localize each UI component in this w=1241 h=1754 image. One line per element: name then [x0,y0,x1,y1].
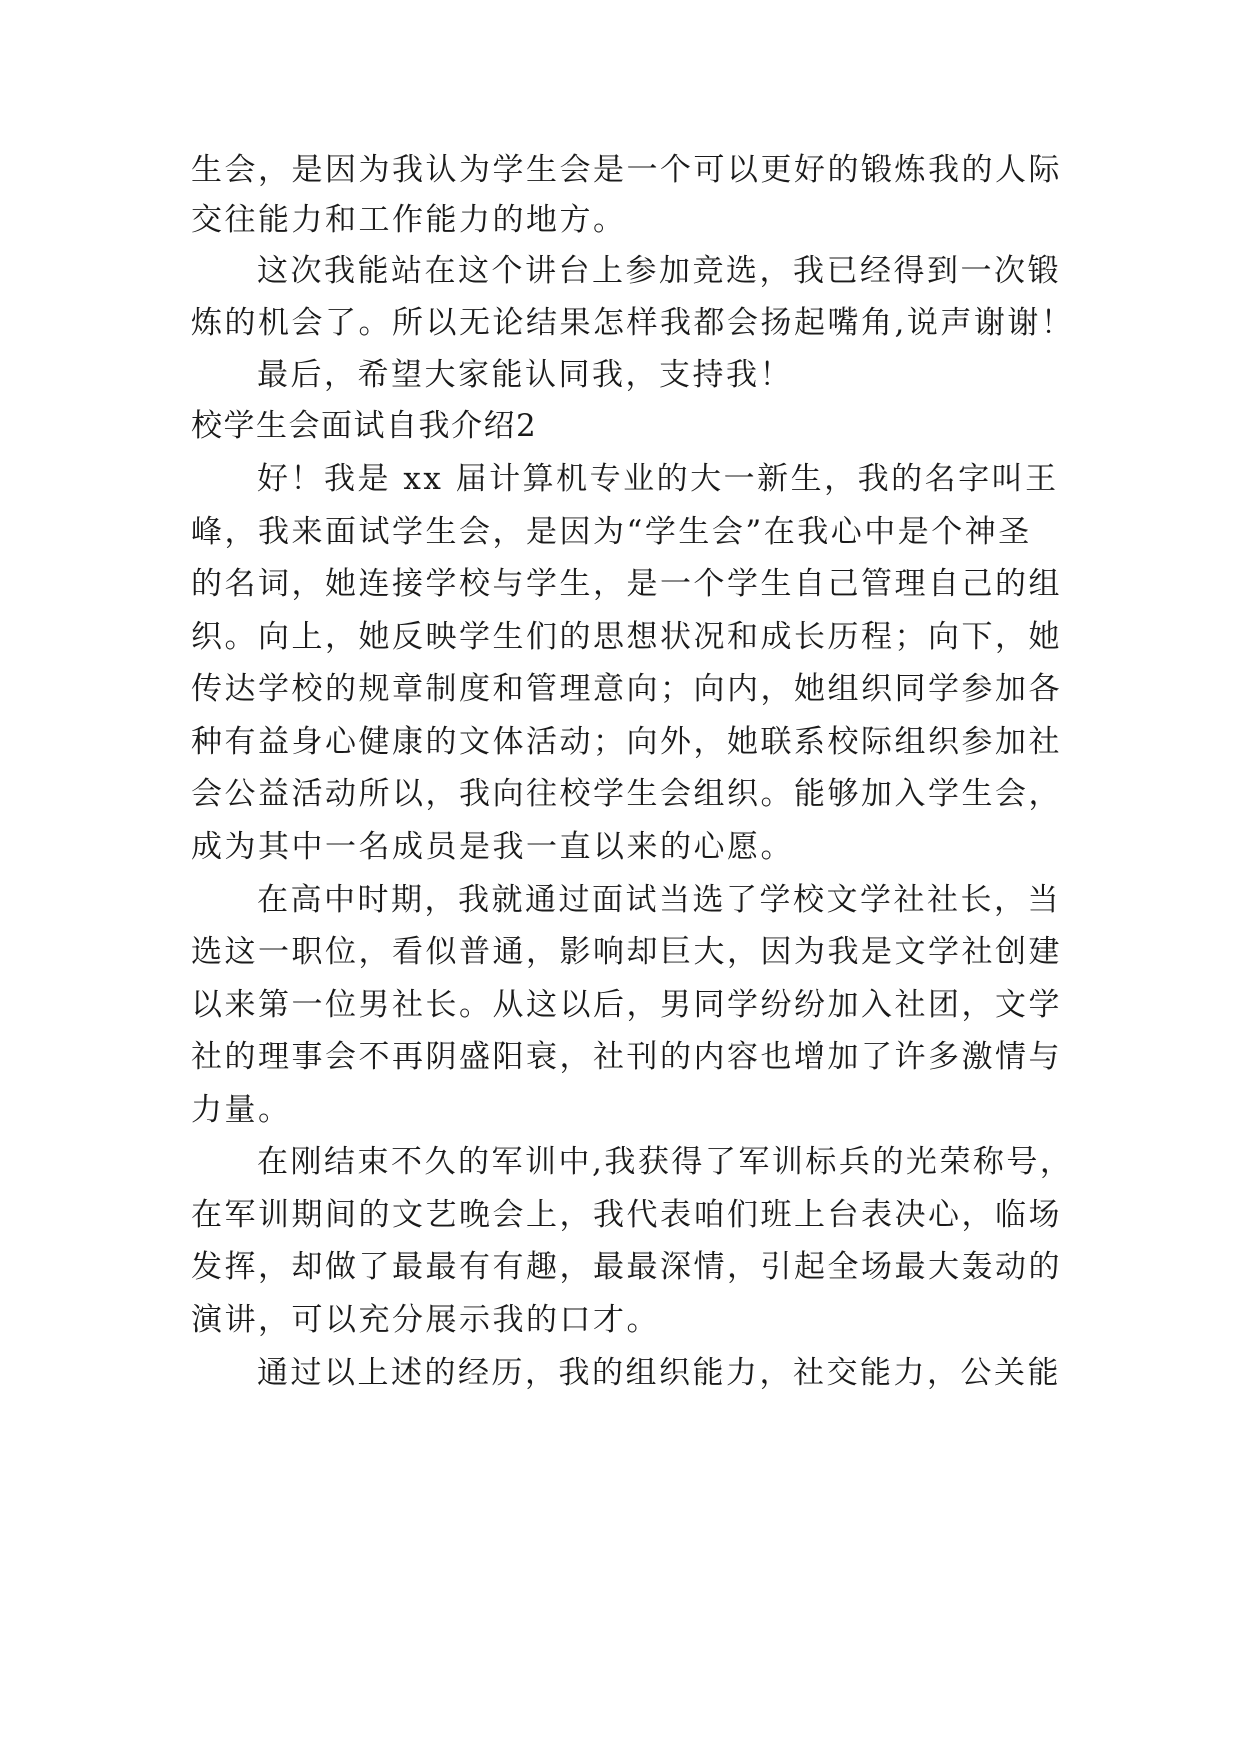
text-line: 通过以上述的经历，我的组织能力，社交能力，公关能 [257,1355,1061,1391]
text-line: 的名词，她连接学校与学生，是一个学生自己管理自己的组 [191,566,1062,602]
text-line: 演讲，可以充分展示我的口才。 [191,1302,660,1338]
text-line: 峰，我来面试学生会，是因为“学生会”在我心中是个神圣 [191,514,1032,550]
text-line: 传达学校的规章制度和管理意向；向内，她组织同学参加各 [191,671,1062,707]
text-line: 交往能力和工作能力的地方。 [191,202,627,238]
text-line: 生会，是因为我认为学生会是一个可以更好的锻炼我的人际 [191,152,1062,188]
text-line: 这次我能站在这个讲台上参加竞选，我已经得到一次锻 [257,253,1061,289]
text-line: 力量。 [191,1092,292,1128]
section-title: 校学生会面试自我介绍2 [191,408,538,444]
text-line: 以来第一位男社长。从这以后，男同学纷纷加入社团，文学 [191,987,1062,1023]
text-line: 最后，希望大家能认同我，支持我！ [257,357,793,393]
text-line: 成为其中一名成员是我一直以来的心愿。 [191,829,794,865]
text-line: 发挥，却做了最最有有趣，最最深情，引起全场最大轰动的 [191,1249,1062,1285]
text-line: 在刚结束不久的军训中,我获得了军训标兵的光荣称号， [257,1144,1074,1180]
text-line: 在军训期间的文艺晚会上，我代表咱们班上台表决心，临场 [191,1197,1062,1233]
text-line: 织。向上，她反映学生们的思想状况和成长历程；向下，她 [191,619,1062,655]
text-line: 会公益活动所以，我向往校学生会组织。能够加入学生会， [191,776,1062,812]
text-line: 选这一职位，看似普通，影响却巨大，因为我是文学社创建 [191,934,1062,970]
text-line: 种有益身心健康的文体活动；向外，她联系校际组织参加社 [191,724,1062,760]
text-line: 好！我是 xx 届计算机专业的大一新生，我的名字叫王 [257,461,1059,497]
text-line: 在高中时期，我就通过面试当选了学校文学社社长，当 [257,882,1061,918]
text-line: 炼的机会了。所以无论结果怎样我都会扬起嘴角,说声谢谢！ [191,305,1075,341]
text-line: 社的理事会不再阴盛阳衰，社刊的内容也增加了许多激情与 [191,1039,1062,1075]
